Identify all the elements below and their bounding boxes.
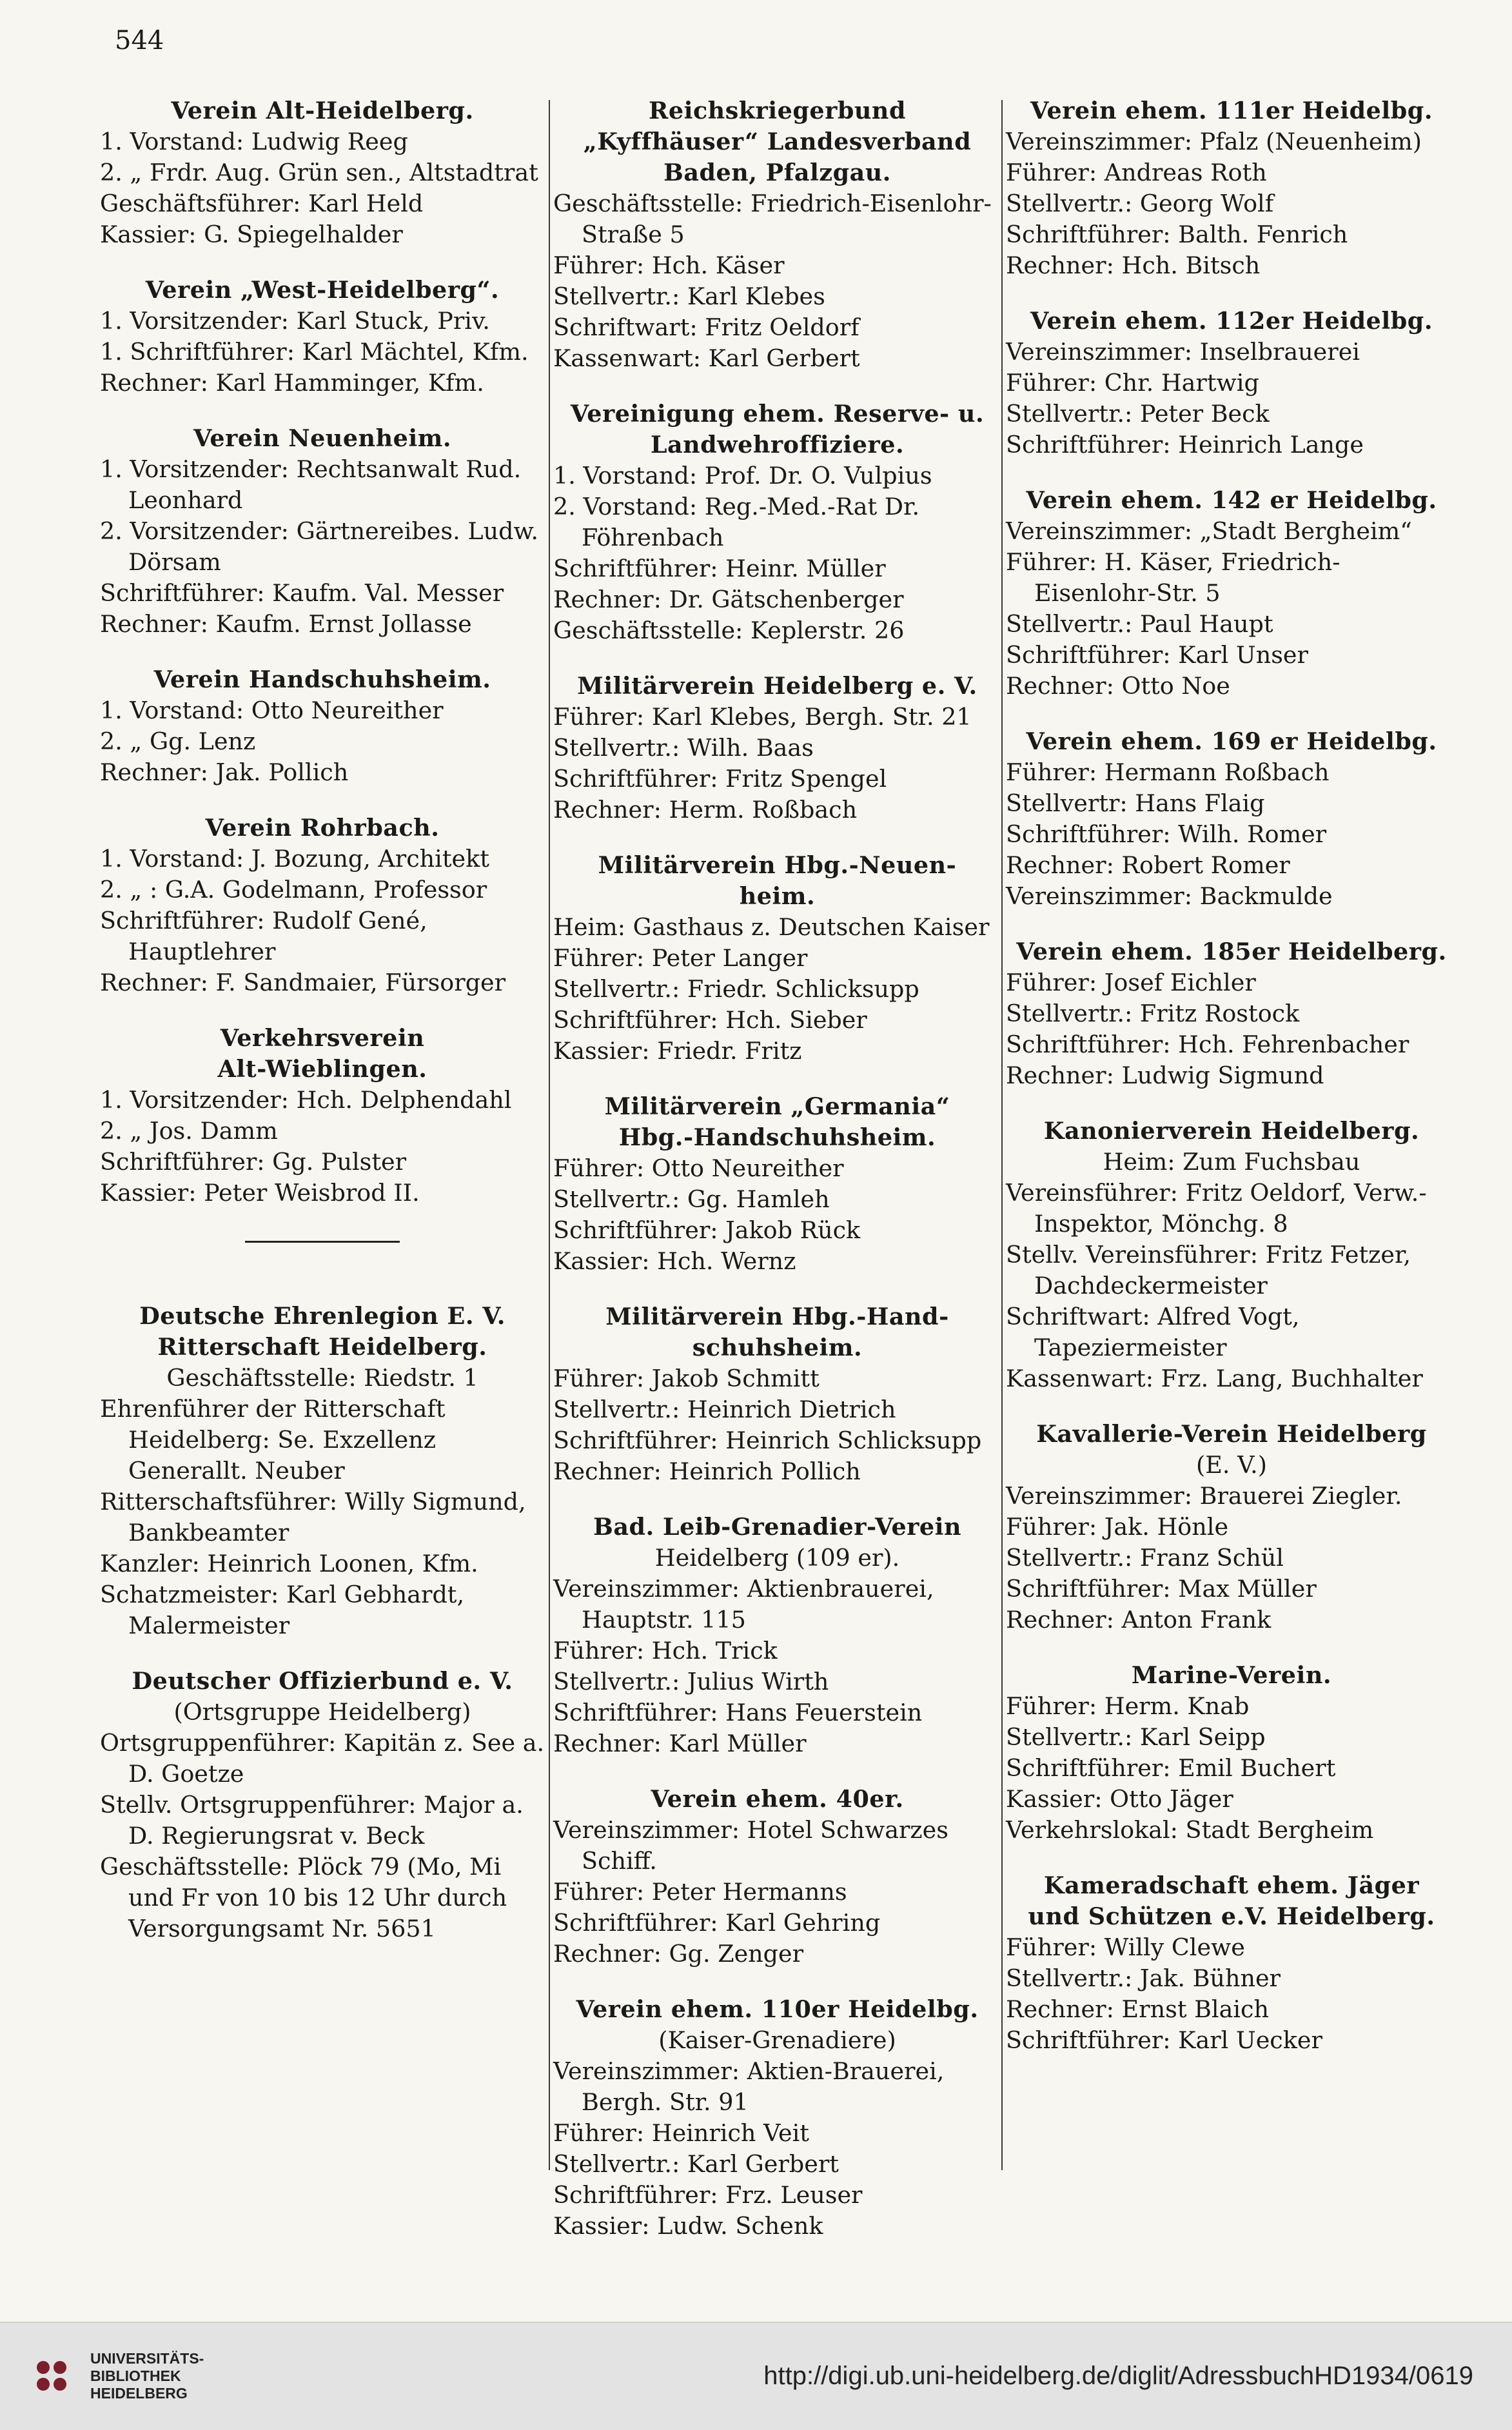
entry-heading: Verein Handschuhsheim. [153, 666, 491, 693]
entry-heading: Landwehroffiziere. [650, 431, 905, 459]
entry-line: Vereinszimmer: Aktien-Brauerei, Bergh. Str. 91 [553, 2057, 945, 2116]
entry-line: Stellvertr.: Paul Haupt [1006, 610, 1273, 638]
directory-entry [1006, 1116, 1457, 1394]
entry-line: Geschäftsstelle: Keplerstr. 26 [553, 617, 905, 644]
entry-line: Rechner: Dr. Gätschenberger [553, 586, 904, 613]
directory-entry [1006, 485, 1457, 702]
entry-heading: Kavallerie-Verein Heidelberg [1036, 1420, 1427, 1448]
entry-line: Schriftführer: Heinrich Lange [1006, 431, 1364, 459]
entry-line: Rechner: Kaufm. Ernst Jollasse [100, 610, 472, 638]
entry-subheading: (Kaiser-Grenadiere) [658, 2026, 896, 2054]
entry-line: Vereinsführer: Fritz Oeldorf, Verw.-Inspektor, Mönchg. 8 [1006, 1179, 1427, 1238]
entry-line: Stellvertr.: Friedr. Schlicksupp [553, 975, 919, 1003]
entry-heading: Hbg.-Handschuhsheim. [618, 1123, 936, 1151]
entry-line: Kassier: Friedr. Fritz [553, 1037, 802, 1065]
entry-line: Rechner: Ludwig Sigmund [1006, 1062, 1324, 1089]
entry-heading: schuhsheim. [692, 1334, 863, 1361]
entry-heading: Verein ehem. 142 er Heidelbg. [1026, 486, 1437, 514]
entry-line: Rechner: Gg. Zenger [553, 1940, 804, 1968]
entry-heading: Vereinigung ehem. Reserve- u. [570, 400, 985, 428]
entry-line: Führer: Hermann Roßbach [1006, 758, 1330, 786]
entry-line: Führer: Jakob Schmitt [553, 1365, 820, 1392]
university-library-logo-icon [29, 2353, 74, 2398]
entry-line: Stellvertr: Hans Flaig [1006, 789, 1265, 817]
entry-line: Verkehrslokal: Stadt Bergheim [1006, 1816, 1374, 1844]
entry-line: 1. Vorstand: Prof. Dr. O. Vulpius [553, 462, 932, 489]
entry-subheading: Heidelberg (109 er). [654, 1544, 900, 1572]
entry-line: 1. Vorsitzender: Rechtsanwalt Rud. Leonhard [100, 455, 522, 514]
entry-line: Schriftführer: Karl Uecker [1006, 2026, 1322, 2054]
entry-line: Stellvertr.: Wilh. Baas [553, 734, 814, 762]
entry-line: Führer: Hch. Käser [553, 252, 785, 279]
directory-entry [553, 1784, 1001, 1970]
entry-line: Geschäftsführer: Karl Held [100, 190, 424, 217]
entry-line: Schriftwart: Fritz Oeldorf [553, 313, 859, 341]
entry-line: Stellvertr.: Heinrich Dietrich [553, 1396, 896, 1423]
entry-line: Führer: Jak. Hönle [1006, 1513, 1229, 1541]
entry-heading: Militärverein Hbg.-Hand- [605, 1303, 949, 1330]
entry-heading: Bad. Leib-Grenadier-Verein [593, 1513, 962, 1541]
entry-line: Schatzmeister: Karl Gebhardt, Malermeister [100, 1581, 465, 1639]
entry-line: Vereinszimmer: Backmulde [1006, 882, 1333, 910]
entry-line: Schriftführer: Jakob Rück [553, 1216, 861, 1244]
entry-line: Stellvertr.: Fritz Rostock [1006, 1000, 1300, 1027]
entry-line: 2. „ : G.A. Godelmann, Professor [100, 876, 487, 904]
entry-line: Schriftführer: Karl Gehring [553, 1909, 881, 1937]
entry-line: Stellvertr.: Gg. Hamleh [553, 1185, 830, 1213]
entry-line: Schriftführer: Max Müller [1006, 1575, 1317, 1603]
entry-line: Rechner: Otto Noe [1006, 672, 1230, 700]
entry-line: Vereinszimmer: Aktienbrauerei, Hauptstr. 115 [553, 1575, 934, 1634]
entry-heading: Verein ehem. 169 er Heidelbg. [1026, 727, 1437, 755]
entry-line: Schriftführer: Fritz Spengel [553, 765, 887, 793]
entry-line: Schriftführer: Frz. Leuser [553, 2181, 863, 2209]
library-name-line: HEIDELBERG [90, 2385, 188, 2402]
entry-line: 1. Vorstand: Ludwig Reeg [100, 128, 408, 155]
entry-heading: Verkehrsverein [220, 1024, 425, 1052]
section-separator [245, 1241, 400, 1243]
entry-line: Führer: Otto Neureither [553, 1154, 844, 1182]
entry-line: Vereinszimmer: „Stadt Bergheim“ [1006, 517, 1412, 545]
entry-line: Rechner: Robert Romer [1006, 851, 1290, 879]
entry-line: Kassier: Ludw. Schenk [553, 2212, 823, 2240]
entry-line: Kassenwart: Karl Gerbert [553, 344, 860, 372]
directory-entry [1006, 1419, 1457, 1635]
directory-entry [100, 275, 545, 399]
entry-heading: Ritterschaft Heidelberg. [157, 1333, 487, 1361]
directory-entry [1006, 1870, 1457, 2056]
entry-line: 1. Vorstand: J. Bozung, Architekt [100, 845, 489, 873]
entry-line: Rechner: F. Sandmaier, Fürsorger [100, 969, 506, 996]
page-number: 544 [115, 26, 164, 55]
entry-line: 1. Vorsitzender: Hch. Delphendahl [100, 1086, 512, 1114]
column-right [1006, 95, 1457, 2080]
entry-line: Vereinszimmer: Brauerei Ziegler. [1006, 1482, 1402, 1510]
directory-entry [553, 1301, 1001, 1487]
entry-line: Führer: Andreas Roth [1006, 159, 1267, 186]
entry-heading: und Schützen e.V. Heidelberg. [1028, 1902, 1435, 1930]
entry-line: Schriftführer: Wilh. Romer [1006, 820, 1327, 848]
entry-line: Führer: Karl Klebes, Bergh. Str. 21 [553, 703, 972, 731]
entry-heading: Verein ehem. 110er Heidelbg. [576, 1995, 979, 2023]
entry-line: Führer: H. Käser, Friedrich-Eisenlohr-Str. 5 [1006, 548, 1340, 607]
entry-line: Stellvertr.: Jak. Bühner [1006, 1964, 1281, 1992]
directory-entry [100, 95, 545, 250]
directory-entry [100, 1666, 545, 1944]
entry-line: Rechner: Ernst Blaich [1006, 1995, 1269, 2023]
entry-subheading: Geschäftsstelle: Riedstr. 1 [166, 1364, 478, 1392]
entry-line: Kassenwart: Frz. Lang, Buchhalter [1006, 1365, 1423, 1392]
entry-line: Führer: Peter Langer [553, 944, 808, 972]
directory-entry [553, 850, 1001, 1067]
entry-heading: Deutscher Offizierbund e. V. [132, 1667, 513, 1695]
directory-entry [553, 1512, 1001, 1759]
entry-line: Stellvertr.: Julius Wirth [553, 1668, 829, 1695]
entry-heading: Militärverein „Germania“ [604, 1092, 950, 1120]
column-divider [549, 100, 550, 2170]
entry-heading: Marine-Verein. [1131, 1661, 1332, 1689]
entry-line: Führer: Heinrich Veit [553, 2119, 809, 2147]
entry-line: Geschäftsstelle: Plöck 79 (Mo, Mi und Fr von 10 bis 12 Uhr durch Versorgungsamt Nr. 5651 [100, 1853, 507, 1942]
directory-entry [1006, 726, 1457, 912]
entry-line: 1. Vorstand: Otto Neureither [100, 696, 444, 724]
entry-line: Geschäftsstelle: Friedrich-Eisenlohr-Straße 5 [553, 190, 992, 248]
entry-line: 2. Vorsitzender: Gärtnereibes. Ludw. Dörsam [100, 517, 538, 576]
entry-line: Vereinszimmer: Inselbrauerei [1006, 338, 1360, 366]
entry-line: Schriftführer: Heinrich Schlicksupp [553, 1427, 982, 1454]
entry-line: 2. „ Gg. Lenz [100, 727, 256, 755]
entry-line: Rechner: Anton Frank [1006, 1606, 1271, 1634]
library-name-line: BIBLIOTHEK [90, 2367, 181, 2384]
entry-heading: Verein ehem. 40er. [651, 1785, 904, 1813]
entry-line: Heim: Gasthaus z. Deutschen Kaiser [553, 913, 990, 941]
directory-entry [553, 1091, 1001, 1277]
entry-line: Führer: Josef Eichler [1006, 969, 1256, 996]
directory-entry [553, 399, 1001, 646]
entry-line: Schriftwart: Alfred Vogt, Tapeziermeister [1006, 1303, 1300, 1361]
entry-line: Rechner: Karl Hamminger, Kfm. [100, 369, 484, 397]
entry-heading: Verein ehem. 111er Heidelbg. [1030, 97, 1433, 124]
entry-line: 1. Schriftführer: Karl Mächtel, Kfm. [100, 338, 529, 366]
entry-line: Stellv. Ortsgruppenführer: Major a. D. Regierungsrat v. Beck [100, 1791, 524, 1850]
entry-heading: Militärverein Hbg.-Neuen- [598, 851, 957, 879]
entry-line: Führer: Peter Hermanns [553, 1878, 847, 1906]
directory-entry [100, 423, 545, 640]
entry-line: Schriftführer: Balth. Fenrich [1006, 221, 1348, 248]
entry-heading: Verein Neuenheim. [193, 424, 452, 452]
library-name [90, 2350, 204, 2402]
entry-line: Ehrenführer der Ritterschaft Heidelberg: Se. Exzellenz Generallt. Neuber [100, 1395, 446, 1485]
entry-line: Stellvertr.: Karl Klebes [553, 282, 825, 310]
entry-line: Schriftführer: Heinr. Müller [553, 555, 886, 582]
entry-line: Stellvertr.: Peter Beck [1006, 400, 1270, 428]
entry-heading: Reichskriegerbund [649, 97, 906, 124]
entry-heading: Baden, Pfalzgau. [663, 159, 891, 186]
entry-line: Führer: Willy Clewe [1006, 1933, 1245, 1961]
library-name-line: UNIVERSITÄTS- [90, 2350, 204, 2367]
entry-heading: Kanonierverein Heidelberg. [1043, 1117, 1420, 1145]
directory-entry [100, 664, 545, 788]
entry-line: Rechner: Herm. Roßbach [553, 796, 858, 824]
entry-line: Rechner: Hch. Bitsch [1006, 252, 1261, 279]
entry-line: Rechner: Heinrich Pollich [553, 1457, 861, 1485]
entry-line: Vereinszimmer: Hotel Schwarzes Schiff. [553, 1816, 948, 1875]
directory-entry [553, 1994, 1001, 2242]
entry-line: Stellv. Vereinsführer: Fritz Fetzer, Dachdeckermeister [1006, 1241, 1411, 1299]
directory-entry [553, 671, 1001, 825]
entry-line: Schriftführer: Emil Buchert [1006, 1754, 1336, 1782]
entry-line: Schriftführer: Gg. Pulster [100, 1148, 407, 1176]
entry-line: Schriftführer: Hans Feuerstein [553, 1699, 923, 1726]
entry-heading: „Kyffhäuser“ Landesverband [583, 128, 972, 155]
entry-line: Stellvertr.: Karl Gerbert [553, 2150, 839, 2178]
entry-line: Kanzler: Heinrich Loonen, Kfm. [100, 1550, 478, 1577]
entry-line: Führer: Chr. Hartwig [1006, 369, 1259, 397]
entry-line: Schriftführer: Kaufm. Val. Messer [100, 579, 504, 607]
entry-line: Kassier: Hch. Wernz [553, 1247, 796, 1275]
entry-line: Rechner: Karl Müller [553, 1730, 807, 1757]
entry-line: Vereinszimmer: Pfalz (Neuenheim) [1006, 128, 1422, 155]
directory-entry [1006, 306, 1457, 460]
entry-subheading: (Ortsgruppe Heidelberg) [173, 1698, 471, 1726]
entry-heading: Deutsche Ehrenlegion E. V. [139, 1302, 506, 1330]
entry-heading: Alt-Wieblingen. [217, 1055, 427, 1083]
entry-heading: Militärverein Heidelberg e. V. [577, 672, 977, 700]
entry-heading: Verein Rohrbach. [205, 814, 440, 842]
source-url-link[interactable]: http://digi.ub.uni-heidelberg.de/diglit/AdressbuchHD1934/0619 [763, 2362, 1473, 2390]
entry-line: Schriftführer: Karl Unser [1006, 641, 1308, 669]
entry-subheading: (E. V.) [1196, 1451, 1267, 1479]
directory-entry [100, 1301, 545, 1641]
entry-line: Kassier: Otto Jäger [1006, 1785, 1233, 1813]
entry-line: Schriftführer: Hch. Fehrenbacher [1006, 1031, 1409, 1058]
entry-line: Ritterschaftsführer: Willy Sigmund, Bankbeamter [100, 1488, 526, 1546]
entry-line: Rechner: Jak. Pollich [100, 758, 349, 786]
entry-heading: Verein ehem. 112er Heidelbg. [1030, 307, 1433, 335]
entry-line: Schriftführer: Rudolf Gené, Hauptlehrer [100, 907, 427, 965]
column-middle [553, 95, 1001, 2266]
entry-line: Führer: Hch. Trick [553, 1637, 778, 1664]
viewer-footer [0, 2322, 1512, 2430]
directory-entry [1006, 1660, 1457, 1846]
entry-heading: heim. [739, 882, 816, 910]
entry-line: Ortsgruppenführer: Kapitän z. See a. D. Goetze [100, 1729, 545, 1788]
entry-line: Kassier: G. Spiegelhalder [100, 221, 403, 248]
directory-entry [553, 95, 1001, 374]
entry-line: Stellvertr.: Karl Seipp [1006, 1723, 1266, 1751]
entry-subheading: Heim: Zum Fuchsbau [1103, 1148, 1360, 1176]
entry-line: Schriftführer: Hch. Sieber [553, 1006, 867, 1034]
entry-heading: Verein ehem. 185er Heidelberg. [1016, 938, 1447, 965]
entry-line: 2. „ Jos. Damm [100, 1117, 278, 1145]
directory-entry [100, 1023, 545, 1209]
entry-line: Stellvertr.: Georg Wolf [1006, 190, 1274, 217]
entry-heading: Verein „West-Heidelberg“. [145, 276, 500, 304]
entry-heading: Verein Alt-Heidelberg. [171, 97, 474, 124]
directory-entry [100, 813, 545, 998]
entry-line: Führer: Herm. Knab [1006, 1692, 1250, 1720]
directory-entry [1006, 936, 1457, 1091]
column-left [100, 95, 545, 1969]
entry-line: 2. Vorstand: Reg.-Med.-Rat Dr. Föhrenbach [553, 493, 920, 551]
entry-line: Stellvertr.: Franz Schül [1006, 1544, 1284, 1572]
entry-line: 1. Vorsitzender: Karl Stuck, Priv. [100, 307, 490, 335]
entry-heading: Kameradschaft ehem. Jäger [1043, 1872, 1420, 1899]
column-divider [1001, 100, 1003, 2170]
directory-entry [1006, 95, 1457, 281]
entry-line: Kassier: Peter Weisbrod II. [100, 1179, 420, 1207]
entry-line: 2. „ Frdr. Aug. Grün sen., Altstadtrat [100, 159, 538, 186]
